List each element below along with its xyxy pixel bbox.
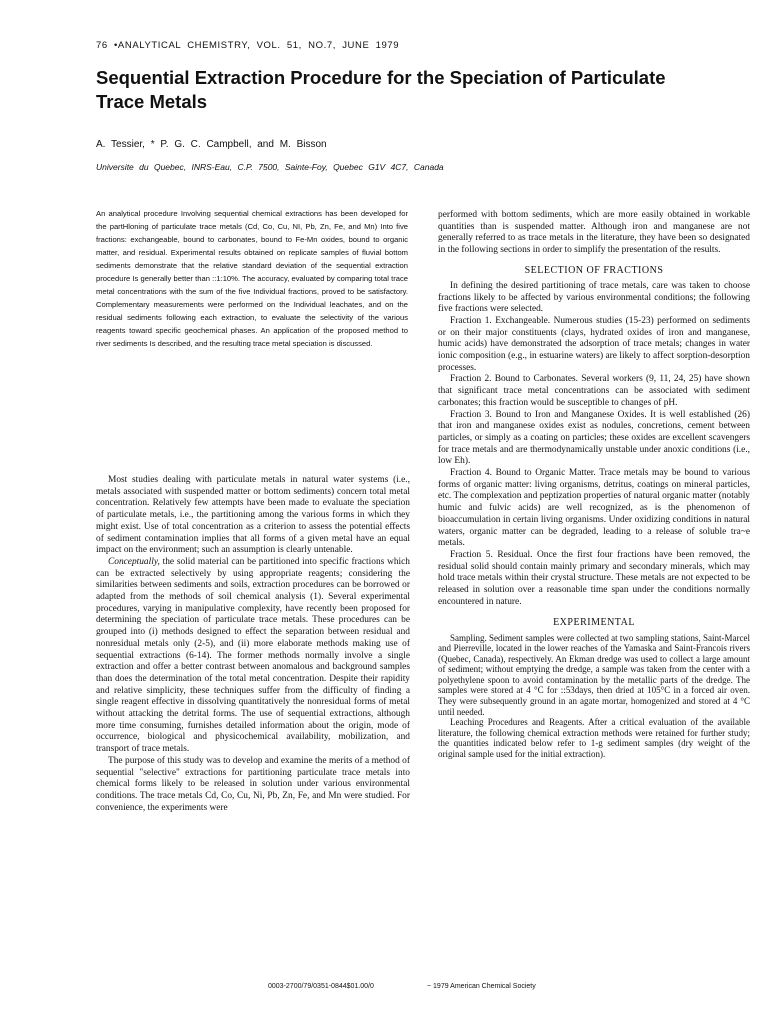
body-paragraph: performed with bottom sediments, which are more easily obtained in workable quantities than is suspended matter. Although iron and manganese are not generally referred to as trace metals in the literature, they have been so designated in the following sections in order to simplify the presentation of the results. xyxy=(438,210,750,256)
fraction-paragraph: Fraction 1. Exchangeable. Numerous studies (15-23) performed on sediments or on their major constituents (clays, hydrated oxides of iron and manganese, humic acids) have demonstrated the adsorption of trace metals; changes in water ionic composition (e.g., in estuarine waters) are likely to affect sorption-desorption processes. xyxy=(438,315,750,373)
authors: A. Tessier, * P. G. C. Campbell, and M. Bisson xyxy=(96,139,327,150)
body-paragraph: Leaching Procedures and Reagents. After a critical evaluation of the available literature, the following chemical extraction methods were retained for further study; the quantities indicated below refer to 1-g sediment samples (dry weight of the original sample used for the initial extraction). xyxy=(438,717,750,760)
footer-code: 0003-2700/79/0351-0844$01.00/0 xyxy=(268,983,374,990)
fraction-paragraph: Fraction 5. Residual. Once the first four fractions have been removed, the residual solid should contain mainly primary and secondary minerals, which may hold trace metals within their crystal structure. These metals are not expected to be released in solution over a reasonable time span under the conditions normally encountered in nature. xyxy=(438,549,750,607)
body-paragraph: In defining the desired partitioning of trace metals, care was taken to choose fractions likely to be affected by various environmental conditions; the following five fractions were selected. xyxy=(438,280,750,315)
affiliation: Universite du Quebec, INRS-Eau, C.P. 7500, Sainte-Foy, Quebec G1V 4C7, Canada xyxy=(96,162,444,172)
body-paragraph xyxy=(96,557,410,756)
footer-copyright: ~ 1979 American Chemical Society xyxy=(427,983,536,990)
emphasis-text: Conceptually, xyxy=(108,556,160,567)
section-heading: SELECTION OF FRACTIONS xyxy=(524,264,664,276)
article-title: Sequential Extraction Procedure for the Speciation of Particulate Trace Metals xyxy=(96,67,666,112)
abstract: An analytical procedure Involving sequential chemical extractions has been developed for the partHloning of particulate trace metals (Cd, Co, Cu, NI, Pb, Zn, Fe, and Mn) Into five fractions: exchangeable, bound to carbonates, bound to Fe-Mn oxides, bound to organic matter, and residual. Experimental results obtained on replicate samples of fluvial bottom sediments demonstrate that the relative standard deviation of the sequential extraction procedure Is generally better than ::1:10%. The accuracy, evaluated by comparing total trace metal concentrations with the sum of the five Individual fractions, proved to be satisfactory. Complementary measurements were performed on the Individual leachates, and on the residual sediments following each extraction, to evaluate the selectivity of the various reagents toward specific geochemical phases. An application of the proposed method to river sediments Is described, and the resulting trace metal speciation is discussed. xyxy=(96,209,408,349)
left-column-body xyxy=(96,475,410,814)
fraction-paragraph: Fraction 3. Bound to Iron and Manganese Oxides. It is well established (26) that iron and manganese oxides exist as nodules, concretions, cement between particles, or simply as a coating on particles; these oxides are excellent scavengers for trace metals and are thermodynamically unstable under anoxic conditions (i.e., low Eh). xyxy=(438,409,750,467)
right-column-body xyxy=(438,210,750,760)
fraction-paragraph: Fraction 2. Bound to Carbonates. Several workers (9, 11, 24, 25) have shown that significant trace metal concentrations can be associated with sediment carbonates; this fraction would be susceptible to changes of pH. xyxy=(438,374,750,408)
fraction-paragraph: Fraction 4. Bound to Organic Matter. Trace metals may be bound to various forms of organic matter: living organisms, detritus, coatings on mineral particles, etc. The complexation and peptization properties of natural organic matter (notably humic and fulvic acids) are well recognized, as is the phenomenon of bioaccumulation in certain living organisms. Under oxidizing conditions in natural waters, organic matter can be degraded, leading to a release of soluble tra~e metals. xyxy=(438,468,750,549)
body-paragraph: Sampling. Sediment samples were collected at two sampling stations, Saint-Marcel and Pierreville, located in the lower reaches of the Yamaska and Saint-Francois rivers (Quebec, Canada), respectively. An Ekman dredge was used to collect a large amount of sediment; without emptying the dredge, a sample was taken from the center with a polyethylene spoon to avoid contamination by the metallic parts of the dredge. The samples were stored at 4 °C for ::53days, then dried at 105°C in a forced air oven. They were subsequently ground in an agate mortar, homogenized and stored at 4 °C until needed. xyxy=(438,632,750,717)
body-text: the solid material can be partitioned into specific fractions which can be extracted selectively by using appropriate reagents; considering the similarities between sediments and soils, extraction procedures can be borrowed or adapted from the methods of soil chemical analysis (1). Several experimental procedures, varying in manipulative complexity, have recently been proposed for determining the speciation of particulate trace metals. These procedures can be grouped into (i) methods designed to effect the separation between residual and nonresidual metals only (2-5), and (ii) more elaborate methods making use of sequential extractions (6-14). The former methods normally involve a single extraction and offer a better contrast between anomalous and background samples than does the determination of the total metal concentration. Despite their rapidity and relative simplicity, these techniques suffer from the difficulty of finding a single reagent effective in dissolving quantitatively the nonresidual forms of metal without attacking the detrital forms. The use of sequential extractions, although more time consuming, furnishes detailed information about the origin, mode of occurrence, biological and physicochemical availability, mobilization, and transport of trace metals. xyxy=(96,556,410,755)
body-paragraph: The purpose of this study was to develop and examine the merits of a method of sequential "selective" extractions for partitioning particulate trace metals into chemical forms likely to be released in solution under various environmental conditions. The trace metals Cd, Co, Cu, Ni, Pb, Zn, Fe, and Mn were studied. For convenience, the experiments were xyxy=(96,755,410,813)
running-head: 76 •ANALYTICAL CHEMISTRY, VOL. 51, NO.7, JUNE 1979 xyxy=(96,40,400,51)
section-heading: EXPERIMENTAL xyxy=(553,616,635,628)
body-paragraph: Most studies dealing with particulate metals in natural water systems (i.e., metals associated with suspended matter or bottom sediments) concern total metal concentration. Relatively few attempts have been made to evaluate the speciation of particulate metals, i.e., the partitioning among the various forms in which they might exist. Use of total concentration as a criterion to assess the potential effects of sediment contamination implies that all forms of a given metal have an equal impact on the environment; such an assumption is clearly untenable. xyxy=(96,475,410,556)
